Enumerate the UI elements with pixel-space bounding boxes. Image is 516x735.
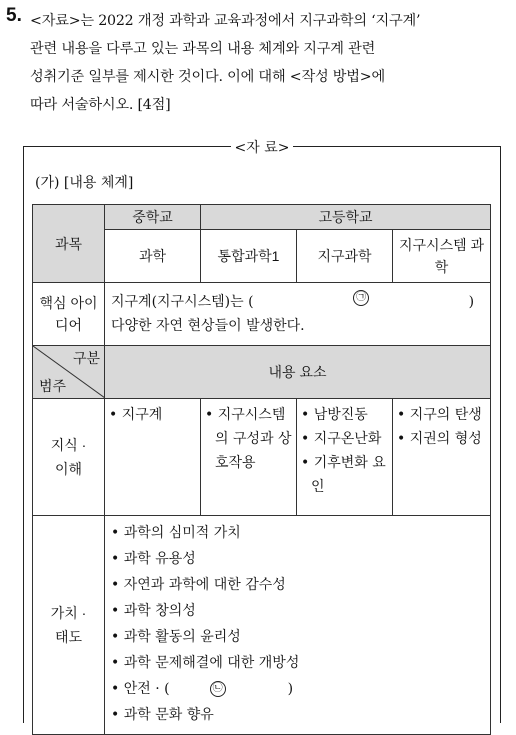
list-item: • 과학 문화 향유 xyxy=(111,707,214,723)
content-system-title: (가) [내용 체계] xyxy=(35,175,134,191)
high-school-header: 고등학교 xyxy=(201,205,491,230)
list-item: • 과학 유용성 xyxy=(111,551,196,567)
question-text xyxy=(30,7,508,119)
knowledge-integrated xyxy=(201,399,297,516)
list-item: • 지권의 형성 xyxy=(397,431,482,447)
course-earth-system-science: 지구시스템 과학 xyxy=(393,230,491,283)
list-item: • 과학 활동의 윤리성 xyxy=(111,629,241,645)
list-item: • 자연과 과학에 대한 감수성 xyxy=(111,577,286,593)
subject-header: 과목 xyxy=(33,205,105,283)
question-line: 따라 서술하시오. [4점] xyxy=(30,97,171,113)
knowledge-earth-science xyxy=(297,399,393,516)
core-idea-text: 지구계(지구시스템)는 ( ㉠ ) 다양한 자연 현상들이 발생한다. xyxy=(105,283,491,346)
knowledge-earth-system xyxy=(393,399,491,516)
blank-marker-b: ㉡ xyxy=(210,681,226,697)
list-item: • 남방진동 xyxy=(301,407,368,423)
course-science: 과학 xyxy=(105,230,201,283)
question-line: <자료>는 2022 개정 과학과 교육과정에서 지구과학의 ‘지구계’ xyxy=(30,13,421,29)
core-idea-label: 핵심 아이디어 xyxy=(33,283,105,346)
question-line: 관련 내용을 다루고 있는 과목의 내용 체계와 지구계 관련 xyxy=(30,41,376,57)
values-list xyxy=(105,516,491,735)
list-item: • 지구시스템의 구성과 상호작용 xyxy=(205,407,292,471)
list-item: • 과학 창의성 xyxy=(111,603,196,619)
content-elements-header: 내용 요소 xyxy=(105,346,491,399)
list-item: • 안전 · ( ㉡ ) xyxy=(111,681,294,697)
knowledge-middle xyxy=(105,399,201,516)
list-item: • 지구계 xyxy=(109,407,163,423)
list-item: • 지구온난화 xyxy=(301,431,382,447)
knowledge-label: 지식 · 이해 xyxy=(33,399,105,516)
material-box-title: <자 료> xyxy=(24,137,500,157)
list-item: • 지구의 탄생 xyxy=(397,407,482,423)
course-earth-science: 지구과학 xyxy=(297,230,393,283)
content-system-table xyxy=(32,204,491,735)
list-item: • 과학 문제해결에 대한 개방성 xyxy=(111,655,300,671)
material-box xyxy=(23,140,501,723)
list-item: • 기후변화 요인 xyxy=(301,455,386,495)
question-number: 5. xyxy=(6,5,22,26)
list-item: • 과학의 심미적 가치 xyxy=(111,525,241,541)
middle-school-header: 중학교 xyxy=(105,205,201,230)
category-diagonal-header: 구분 범주 xyxy=(33,346,105,399)
values-label: 가치 · 태도 xyxy=(33,516,105,735)
course-integrated-science: 통합과학1 xyxy=(201,230,297,283)
question-line: 성취기준 일부를 제시한 것이다. 이에 대해 <작성 방법>에 xyxy=(30,69,385,85)
blank-marker-a: ㉠ xyxy=(353,290,369,306)
